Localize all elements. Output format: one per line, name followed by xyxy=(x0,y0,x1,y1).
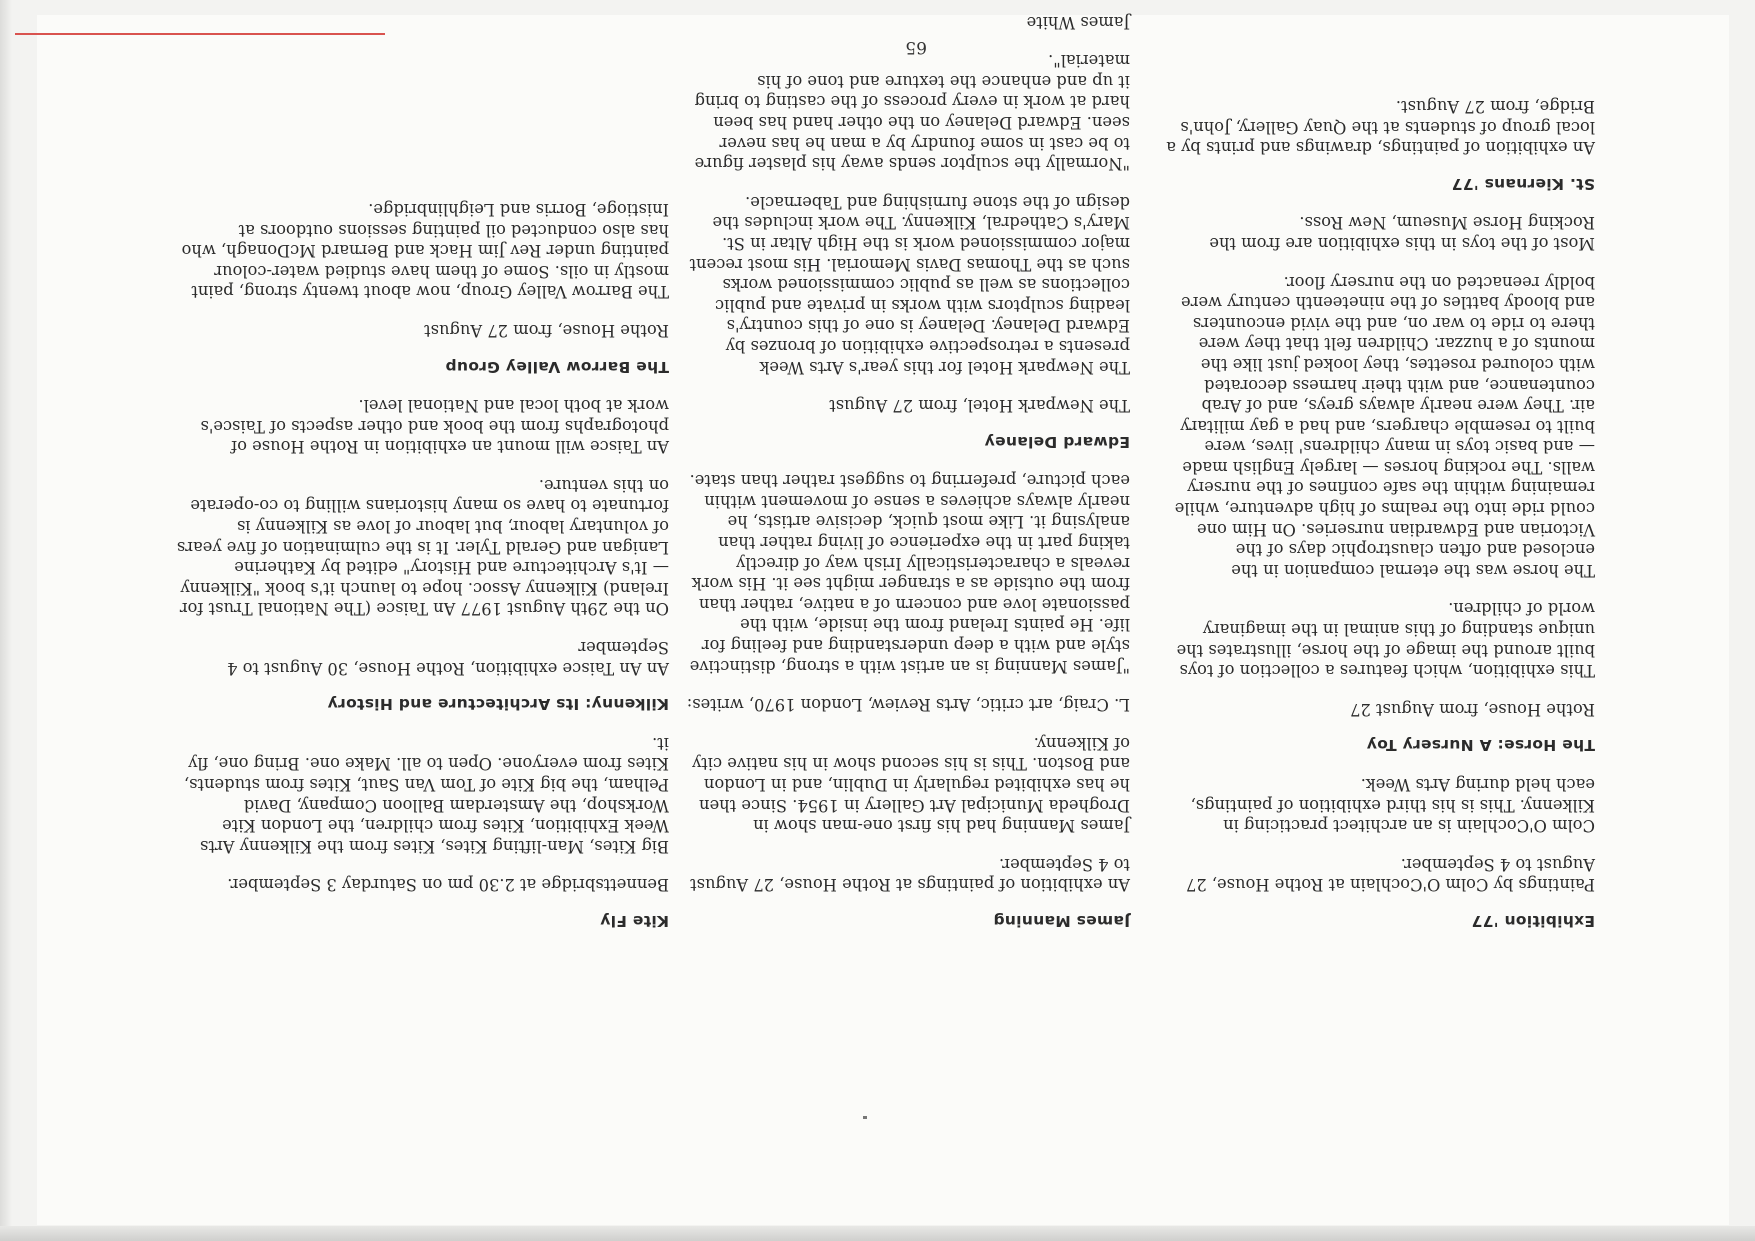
paragraph: L. Craig, art critic, Arts Review, London 1970, writes: xyxy=(686,695,1130,715)
speck xyxy=(863,1116,867,1119)
paragraph: The horse was the eternal companion in the enclosed and often claustrophic days of the Victorian and Edwardian nurseries. On Him one could ride into the realms of high adventure, while remaining within the safe confines of the nursery walls. The rocking horses — largely English made — and basic toys in many childrens' lives, were built to resemble chargers, and had a gay military air. They were nearly always greys, and of Arab countenance, and with their harness decorated with coloured rosettes, they looked just like the mounts of a huzzar. Children felt that they were there to ride to war on, and the vivid encounters and bloody battles of the nineteenth century were boldly reenacted on the nursery floor. xyxy=(1174,272,1595,580)
paragraph: James White xyxy=(1026,12,1130,32)
paragraph: This exhibition, which features a collection of toys built around the image of the horse, illustrates the unique standing of this animal in the imaginary world of children. xyxy=(1176,599,1595,681)
paragraph: "Normally the sculptor sends away his plaster figure to be cast in some foundry by a man he has never seen. Edward Delaney on the other hand has been hard at work in every process of the casting to bring it up and enhance the texture and tone of his material". xyxy=(694,51,1130,174)
column-left xyxy=(1165,77,1595,931)
paragraph: The Newpark Hotel for this year's Arts Week presents a retrospective exhibition of bronzes by Edward Delaney. Delaney is one of this country's leading sculptors with works in private and public collections as well as public commissioned works such as the Thomas Davis Memorial. His most recent major commissioned work is the High Altar in St. Mary's Cathedral, Kilkenny. The work includes the design of the stone furnishing and Tabernacle. xyxy=(689,192,1130,377)
paragraph: Colm O'Cochlain is an architect practicing in Kilkenny. This is his third exhibition of paintings, each held during Arts Week. xyxy=(1190,775,1595,836)
paragraph: An Taisce will mount an exhibition in Rothe House of photographs from the book and other aspects of Taisce's work at both local and National level. xyxy=(200,396,669,457)
paragraph: Bennettsbridge at 2.30 pm on Saturday 3 September. xyxy=(227,875,669,895)
section-heading: St. Kiernans '77 xyxy=(1451,174,1595,193)
paragraph: James Manning had his first one-man show in Drogheda Municipal Art Gallery in 1954. Since then he has exhibited regularly in Dublin, and in London and Boston. This is his second show in his native city of Kilkenny. xyxy=(692,733,1130,836)
column-right xyxy=(174,180,669,931)
section-heading: Kite Fly xyxy=(599,912,669,930)
paragraph: An exhibition of paintings, drawings and prints by a local group of students at the Quay Gallery, John's Bridge, from 27 August. xyxy=(1166,97,1595,158)
paragraph: Paintings by Colm O'Cochlain at Rothe House, 27 August to 4 September. xyxy=(1185,854,1595,895)
paragraph: "James Manning is an artist with a strong, distinctive style and with a deep understanding and feeling for life. He paints Ireland from the inside, with the passionate love and concern of a native, rather than from the outside as a stranger might see it. His work reveals a characteristically Irish way of directly taking part in the experience of living rather than analysing it. Like most quick, decisive artists, he nearly always achieves a sense of movement within each picture, preferring to suggest rather than state. xyxy=(689,471,1130,676)
section-heading: The Barrow Valley Group xyxy=(445,357,669,376)
section-heading: Kilkenny: Its Architecture and History xyxy=(327,695,669,714)
paragraph: Rothe House, from August 27 xyxy=(1350,699,1595,719)
column-middle xyxy=(685,0,1130,931)
paragraph: On the 29th August 1977 An Taisce (The National Trust for Ireland) Kilkenny Assoc. hope to launch it's book "Kilkenny — It's Architecture and History" edited by Katherine Lanigan and Gerald Tyler. It is the culmination of five years of voluntary labour, but labour of love as Kilkenny is fortunate to have so many historians willing to co-operate on this venture. xyxy=(176,475,669,619)
section-heading: Exhibition '77 xyxy=(1471,912,1595,930)
page-number: 65 xyxy=(905,37,927,57)
paragraph: Rothe House, from 27 August xyxy=(424,320,669,340)
section-heading: The Horse: A Nursery Toy xyxy=(1366,736,1595,755)
paragraph: The Barrow Valley Group, now about twenty strong, paint mostly in oils. Some of them have studied water-colour painting under Rev Jim Hack and Bernard McDonagh, who has also conducted oil painting sessions outdoors at Inistioge, Borris and Leighlinbridge. xyxy=(181,199,669,302)
paragraph: The Newpark Hotel, from 27 August xyxy=(829,396,1130,416)
section-heading: Edward Delaney xyxy=(984,432,1130,451)
red-margin-line xyxy=(15,33,385,35)
paragraph: An An Taisce exhibition, Rothe House, 30 August to 4 September xyxy=(227,638,669,678)
paragraph: Big Kites, Man-lifting Kites, Kites from the Kilkenny Arts Week Exhibition, Kites from children, the London Kite Workshop, the Amsterdam Balloon Company, David Pelham, the big Kite of Tom Van Saut, Kites from students, Kites from everyone. Open to all. Make one. Bring one, fly it. xyxy=(183,733,669,856)
paragraph: An exhibition of paintings at Rothe House, 27 August to 4 September. xyxy=(690,854,1130,895)
section-heading: James Manning xyxy=(993,912,1130,930)
paragraph: Most of the toys in this exhibition are from the Rocking Horse Museum, New Ross. xyxy=(1209,213,1595,253)
